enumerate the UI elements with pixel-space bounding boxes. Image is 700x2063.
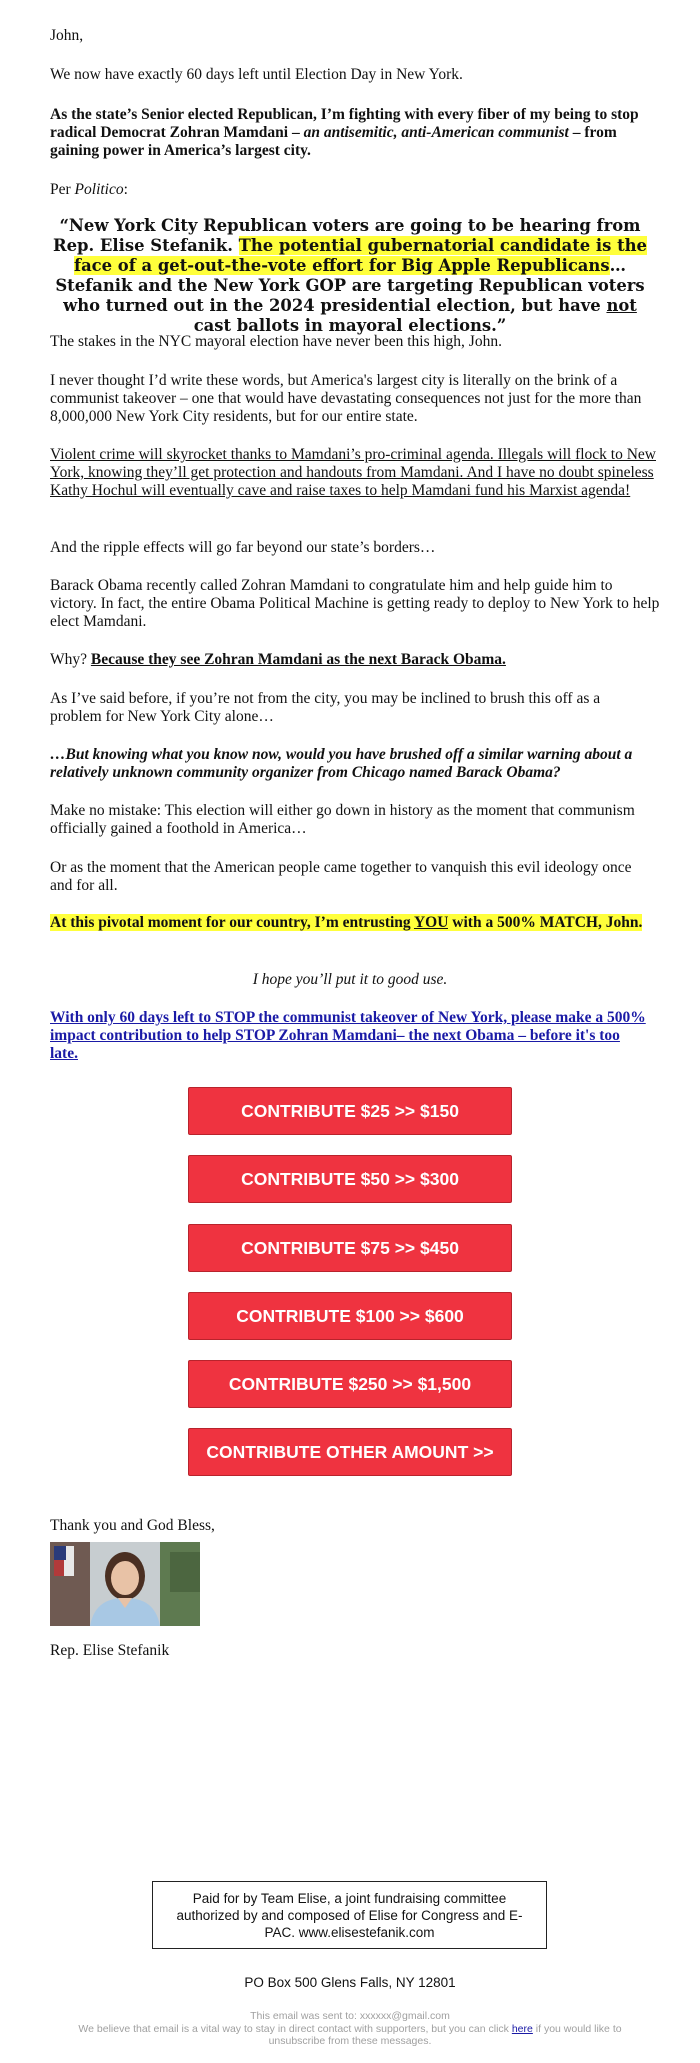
paragraph-communist-takeover: I never thought I’d write these words, but America's largest city is literally on the brink of a communist takeover – one that would have devastating consequences not just for the more than 8,000,000 New York City residents, but for our entire state. xyxy=(50,372,642,425)
why-answer: Because they see Zohran Mamdani as the next Barack Obama. xyxy=(90,651,506,668)
match-text-c: with a 500% MATCH, John. xyxy=(448,914,643,931)
paragraph-ripple-effects: And the ripple effects will go far beyond our state’s borders… xyxy=(50,539,436,556)
paragraph-brush-off: As I’ve said before, if you’re not from the city, you may be inclined to brush this off as a problem for New York City alone… xyxy=(50,690,601,725)
politico-source: Politico xyxy=(74,181,124,198)
unsubscribe-text-b: if you would like to unsubscribe from these messages. xyxy=(268,2023,622,2047)
paragraph-days-left: We now have exactly 60 days left until Election Day in New York. xyxy=(50,66,463,83)
greeting: John, xyxy=(50,27,84,44)
mailing-address: PO Box 500 Glens Falls, NY 12801 xyxy=(244,1975,456,1990)
signature-photo xyxy=(50,1542,200,1626)
unsubscribe-text-a: We believe that email is a vital way to stay in direct contact with supporters, but you can click xyxy=(78,2023,512,2035)
signature-name: Rep. Elise Stefanik xyxy=(50,1642,170,1659)
p2-text-italic: an antisemitic, anti-American communist xyxy=(303,124,569,141)
per-colon: : xyxy=(123,181,128,198)
contribute-250-button[interactable]: CONTRIBUTE $250 >> $1,500 xyxy=(188,1360,512,1408)
quote-text-c: cast ballots in mayoral elections.” xyxy=(193,316,507,335)
unsubscribe-notice xyxy=(50,2023,650,2047)
quote-text-a: “New York City Republican voters are going to be hearing from Rep. Elise Stefanik. xyxy=(53,216,641,255)
why-text: Why? xyxy=(50,651,91,668)
paragraph-vanquish: Or as the moment that the American people came together to vanquish this evil ideology once and for all. xyxy=(50,859,632,894)
paragraph-violent-crime: Violent crime will skyrocket thanks to Mamdani’s pro-criminal agenda. Illegals will flock to New York, knowing they’ll get protection and handouts from Mamdani. And I have no doubt spineless Kathy Hochul will eventually cave and raise taxes to help Mamdani fund his Marxist agenda! xyxy=(50,446,656,499)
paragraph-why xyxy=(50,651,650,669)
per-text: Per xyxy=(50,181,75,198)
unsubscribe-link[interactable]: here xyxy=(511,2023,533,2035)
closing: Thank you and God Bless, xyxy=(50,1517,215,1534)
paragraph-per-politico xyxy=(50,181,650,199)
paragraph-good-use: I hope you’ll put it to good use. xyxy=(252,971,448,988)
contribute-text-link[interactable]: With only 60 days left to STOP the communist takeover of New York, please make a 500% impact contribution to help STOP Zohran Mamdani– the next Obama – before it's too late. xyxy=(50,1009,646,1062)
paragraph-make-no-mistake: Make no mistake: This election will either go down in history as the moment that communism officially gained a foothold in America… xyxy=(50,802,635,837)
paragraph-senior-republican xyxy=(50,106,650,160)
contribute-25-button[interactable]: CONTRIBUTE $25 >> $150 xyxy=(188,1087,512,1135)
p2-text-c: – from gaining power in America’s largest city. xyxy=(50,124,617,159)
quote-not: not xyxy=(606,296,637,315)
paragraph-obama-call: Barack Obama recently called Zohran Mamdani to congratulate him and help guide him to victory. In fact, the entire Obama Political Machine is getting ready to deploy to New York to help elect Mamdani. xyxy=(50,577,660,630)
contribute-50-button[interactable]: CONTRIBUTE $50 >> $300 xyxy=(188,1155,512,1203)
politico-quote xyxy=(52,216,648,336)
p2-text-a: As the state’s Senior elected Republican, I’m fighting with every fiber of my being to stop radical Democrat Zohran Mamdani – xyxy=(50,106,639,141)
paid-for-text: Paid for by Team Elise, a joint fundraising committee authorized by and composed of Elise for Congress and E-PAC. www.elisestefanik.com xyxy=(176,1890,523,1940)
contribute-link-paragraph xyxy=(50,1009,650,1063)
match-text-a: At this pivotal moment for our country, I’m entrusting xyxy=(50,914,414,931)
contribute-100-button[interactable]: CONTRIBUTE $100 >> $600 xyxy=(188,1292,512,1340)
match-you: YOU xyxy=(413,914,449,931)
paid-for-disclaimer xyxy=(152,1881,547,1949)
paragraph-knowing-now: …But knowing what you know now, would you have brushed off a similar warning about a relatively unknown community organizer from Chicago named Barack Obama? xyxy=(50,746,633,781)
paragraph-match xyxy=(50,914,650,932)
quote-highlight: The potential gubernatorial candidate is the face of a get-out-the-vote effort for Big Apple Republicans xyxy=(74,236,647,275)
contribute-other-amount-button[interactable]: CONTRIBUTE OTHER AMOUNT >> xyxy=(188,1428,512,1476)
contribute-75-button[interactable]: CONTRIBUTE $75 >> $450 xyxy=(188,1224,512,1272)
quote-text-b: … Stefanik and the New York GOP are targeting Republican voters who turned out in the 2024 presidential election, but have xyxy=(55,256,645,315)
paragraph-stakes: The stakes in the NYC mayoral election have never been this high, John. xyxy=(50,333,502,350)
sent-to-notice: This email was sent to: xxxxxx@gmail.com xyxy=(250,2010,450,2022)
